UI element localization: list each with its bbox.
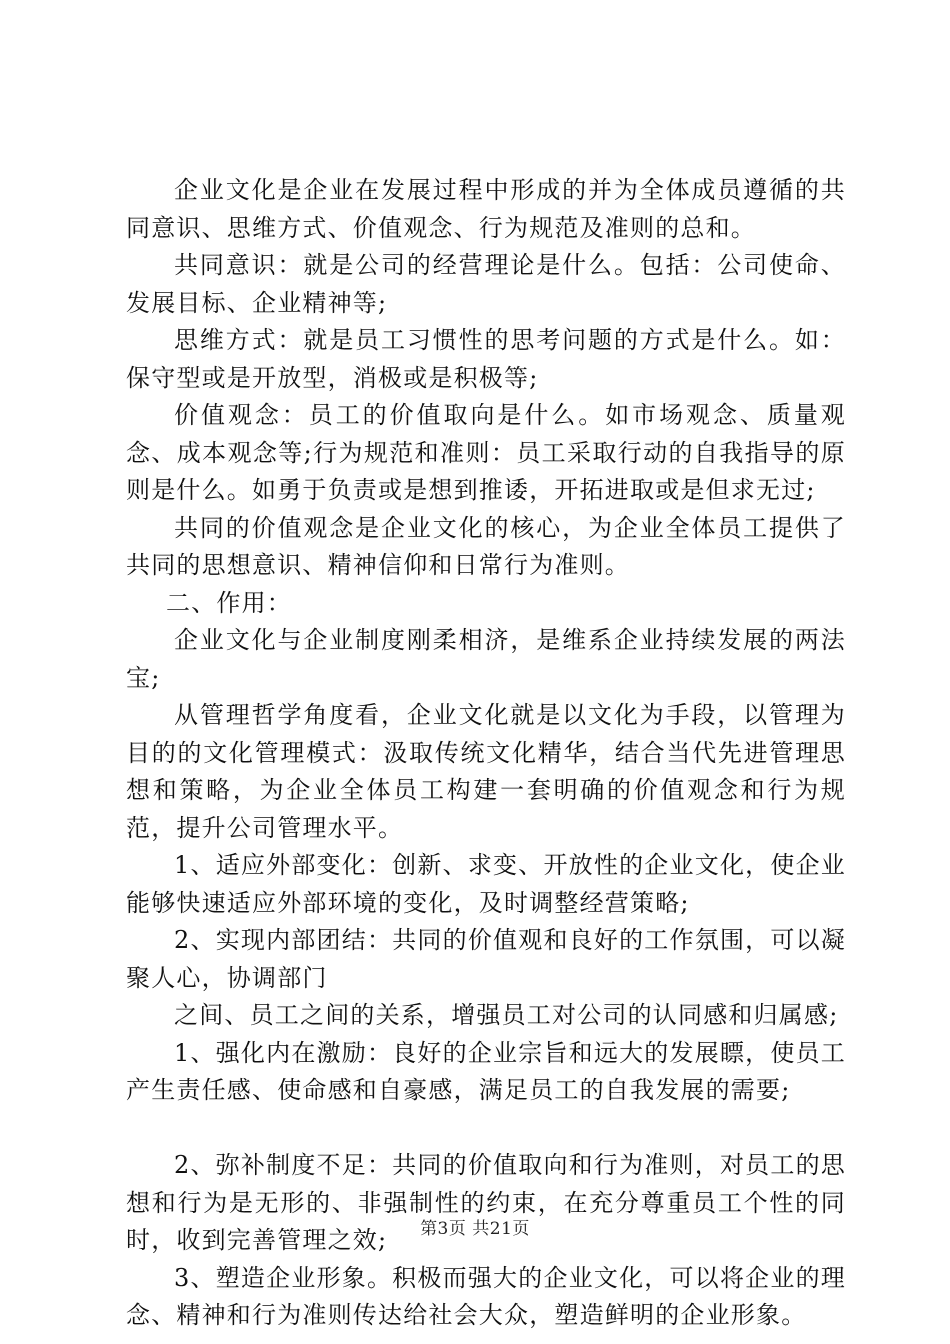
paragraph-culture-and-system: 企业文化与企业制度刚柔相济，是维系企业持续发展的两法宝;: [126, 626, 846, 692]
list-item-internal-unity: 2、实现内部团结：共同的价值观和良好的工作氛围，可以凝聚人心，协调部门: [126, 926, 846, 992]
paragraph-continuation: 之间、员工之间的关系，增强员工对公司的认同感和归属感;: [174, 1001, 839, 1029]
paragraph-shared-awareness: 共同意识：就是公司的经营理论是什么。包括：公司使命、发展目标、企业精神等;: [126, 251, 846, 317]
document-body: [126, 172, 846, 1335]
paragraph-definition: 企业文化是企业在发展过程中形成的并为全体成员遵循的共同意识、思维方式、价值观念、行为规范及准则的总和。: [126, 176, 846, 242]
list-item-inner-motivation: 1、强化内在激励：良好的企业宗旨和远大的发展瞟，使员工产生责任感、使命感和自豪感，满足员工的自我发展的需要;: [126, 1038, 846, 1104]
paragraph-values: 价值观念：员工的价值取向是什么。如市场观念、质量观念、成本观念等;行为规范和准则：员工采取行动的自我指导的原则是什么。如勇于负责或是想到推诿，开拓进取或是但求无过;: [126, 401, 846, 504]
list-item-supplement-system: 2、弥补制度不足：共同的价值取向和行为准则，对员工的思想和行为是无形的、非强制性的约束，在充分尊重员工个性的同时，收到完善管理之效;: [126, 1151, 846, 1254]
list-item-adapt-external: 1、适应外部变化：创新、求变、开放性的企业文化，使企业能够快速适应外部环境的变化，及时调整经营策略;: [126, 851, 846, 917]
section-heading-role: 二、作用：: [166, 588, 292, 617]
paragraph-core-values: 共同的价值观念是企业文化的核心，为企业全体员工提供了共同的思想意识、精神信仰和日常行为准则。: [126, 513, 846, 579]
paragraph-thinking-style: 思维方式：就是员工习惯性的思考问题的方式是什么。如：保守型或是开放型，消极或是积极等;: [126, 326, 846, 392]
list-item-corporate-image: 3、塑造企业形象。积极而强大的企业文化，可以将企业的理念、精神和行为准则传达给社会大众，塑造鲜明的企业形象。: [126, 1263, 846, 1329]
paragraph-management-philosophy: 从管理哲学角度看，企业文化就是以文化为手段，以管理为目的的文化管理模式：汲取传统文化精华，结合当代先进管理思想和策略，为企业全体员工构建一套明确的价值观念和行为规范，提升公司管理水平。: [126, 701, 846, 842]
blank-line: [126, 1110, 846, 1148]
page-number-footer: 第3页 共21页: [420, 1219, 530, 1239]
